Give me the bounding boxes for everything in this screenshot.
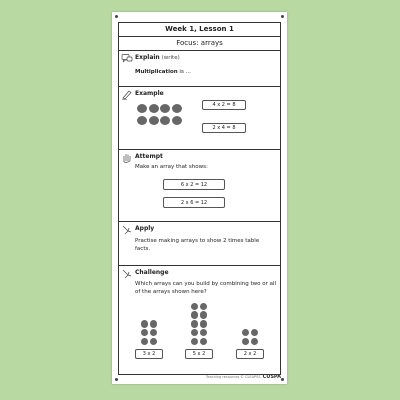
challenge-text: Which arrays can you build by combining two or all of the arrays shown here?: [135, 281, 277, 295]
fact-box: 2 x 4 = 8: [202, 123, 246, 133]
counter-dot: [141, 338, 149, 346]
counter-dot: [200, 329, 208, 337]
counter-dot: [191, 303, 199, 311]
corner-pin: [115, 15, 118, 18]
array-label: 5 x 2: [185, 349, 213, 359]
fact-box: 4 x 2 = 8: [202, 100, 246, 110]
corner-pin: [115, 378, 118, 381]
counter-dot: [150, 338, 158, 346]
section-title: Example: [135, 90, 164, 97]
pencil-writing-icon: [121, 89, 133, 100]
counter-dot: [141, 329, 149, 337]
worksheet: [112, 12, 287, 384]
counter-dot: [172, 104, 182, 113]
counter-dot: [160, 104, 170, 113]
page-title: Week 1, Lesson 1: [119, 23, 280, 37]
counter-dot: [141, 320, 149, 328]
fact-box: 6 x 2 = 12: [163, 179, 225, 190]
fact-box: 2 x 6 = 12: [163, 197, 225, 208]
counter-dot: [191, 329, 199, 337]
worksheet-frame: [118, 22, 281, 375]
apply-text: Practise making arrays to show 2 times table facts.: [135, 238, 260, 252]
section-title: Explain (write): [135, 54, 180, 61]
counter-dot: [172, 116, 182, 125]
array-label: 3 x 2: [135, 349, 163, 359]
counter-dot: [150, 320, 158, 328]
section-apply: [119, 222, 280, 266]
counter-dot: [149, 104, 159, 113]
section-example: [119, 87, 280, 150]
section-attempt: [119, 150, 280, 222]
brand-logo: CUSPA: [262, 374, 281, 380]
counter-dot: [200, 311, 208, 319]
counter-dot: [251, 329, 259, 337]
explain-prompt: Multiplication is ...: [135, 69, 191, 75]
focus-label: Focus: arrays: [119, 37, 280, 51]
hand-pointing-icon: [121, 268, 133, 279]
counter-dot: [150, 329, 158, 337]
counter-dot: [160, 116, 170, 125]
counter-dot: [137, 116, 147, 125]
counter-dot: [242, 329, 250, 337]
corner-pin: [281, 15, 284, 18]
counter-dot: [191, 311, 199, 319]
section-title: Challenge: [135, 269, 169, 276]
hand-icon: [121, 152, 133, 163]
counter-dot: [137, 104, 147, 113]
speech-bubble-icon: [121, 53, 133, 64]
counter-dot: [200, 320, 208, 328]
array-label: 2 x 2: [236, 349, 264, 359]
corner-pin: [281, 378, 284, 381]
counter-dot: [251, 338, 259, 346]
hand-pointing-icon: [121, 224, 133, 235]
counter-dot: [242, 338, 250, 346]
section-challenge: [119, 266, 280, 374]
section-title: Attempt: [135, 153, 163, 160]
footer: Teaching resources © CLEAPSS CUSPA: [205, 374, 281, 380]
counter-dot: [149, 116, 159, 125]
attempt-prompt: Make an array that shows:: [135, 164, 208, 170]
counter-dot: [200, 303, 208, 311]
counter-dot: [191, 320, 199, 328]
counter-dot: [200, 338, 208, 346]
counter-dot: [191, 338, 199, 346]
section-explain: [119, 51, 280, 87]
section-title: Apply: [135, 225, 155, 232]
